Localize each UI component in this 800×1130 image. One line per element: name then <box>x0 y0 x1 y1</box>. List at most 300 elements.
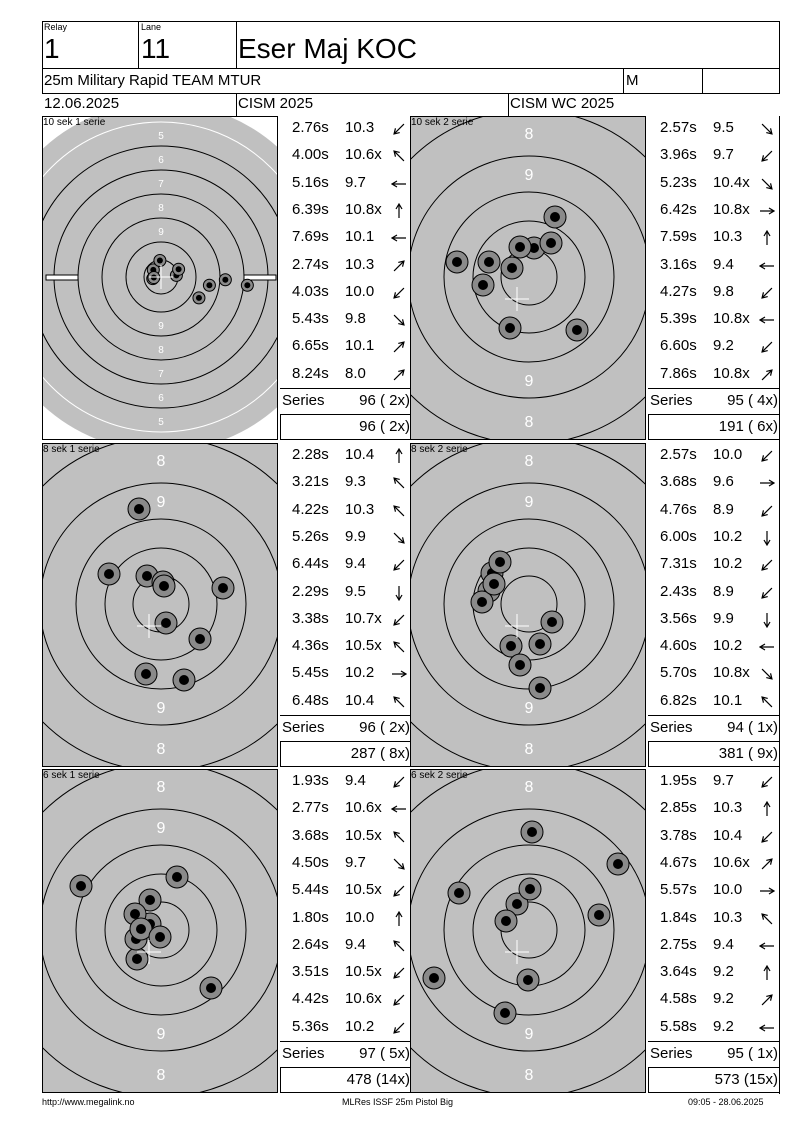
shot-time: 6.42s <box>660 200 697 218</box>
shot-time: 3.78s <box>660 826 697 844</box>
shot-time: 2.74s <box>292 255 329 273</box>
series-total: 95 ( 1x) <box>727 1045 778 1062</box>
relay-value: 1 <box>44 33 60 64</box>
divider <box>236 93 237 116</box>
arrow-sw-icon <box>391 285 407 301</box>
shot-row <box>660 963 778 985</box>
series-title: 10 sek 1 serie <box>43 117 106 128</box>
shot-time: 1.93s <box>292 772 329 789</box>
ring-label: 8 <box>524 1067 534 1084</box>
series-total-row <box>280 388 412 415</box>
arrow-w-icon <box>391 176 407 192</box>
shot-row <box>292 854 410 876</box>
ring-label: 7 <box>158 179 164 190</box>
shot-row <box>292 310 410 332</box>
arrow-se-icon <box>391 530 407 546</box>
target-panel <box>410 769 646 1093</box>
shot-row <box>292 528 410 550</box>
shot-hole <box>517 969 539 991</box>
ring-label: 9 <box>524 167 534 184</box>
target-panel <box>42 443 278 767</box>
shot-row <box>660 146 778 168</box>
shot-score: 10.1 <box>713 691 743 709</box>
shot-time: 2.29s <box>292 582 329 600</box>
shot-row <box>660 610 778 632</box>
arrow-sw-icon <box>391 992 407 1008</box>
shot-score: 9.5 <box>345 582 366 600</box>
shot-score: 10.2 <box>713 527 743 545</box>
shot-time: 3.38s <box>292 609 329 627</box>
shot-row <box>660 201 778 223</box>
shot-time: 4.50s <box>292 853 329 871</box>
shot-row <box>660 881 778 903</box>
series-total-row <box>648 715 780 742</box>
shot-time: 2.85s <box>660 799 697 817</box>
shot-row <box>292 283 410 305</box>
shot-hole <box>446 251 468 273</box>
ring-label: 6 <box>158 393 164 404</box>
shot-time: 4.58s <box>660 990 697 1008</box>
arrow-e-icon <box>759 203 775 219</box>
arrow-nw-icon <box>391 938 407 954</box>
shot-time: 2.28s <box>292 446 329 463</box>
shot-score: 9.6 <box>713 473 734 491</box>
divider <box>138 21 139 68</box>
arrow-se-icon <box>759 176 775 192</box>
divider <box>236 21 237 68</box>
shot-time: 2.76s <box>292 119 329 136</box>
shot-score: 10.0 <box>345 282 375 300</box>
shot-time: 6.44s <box>292 555 329 573</box>
shot-score: 10.4x <box>713 173 750 191</box>
shot-hole <box>126 948 148 970</box>
arrow-ne-icon <box>391 367 407 383</box>
shot-score: 9.8 <box>713 282 734 300</box>
series-total-row <box>648 1041 780 1068</box>
shot-time: 4.76s <box>660 500 697 518</box>
shot-hole <box>607 853 629 875</box>
shot-hole <box>212 577 234 599</box>
shot-time: 4.27s <box>660 282 697 300</box>
shot-time: 3.21s <box>292 473 329 491</box>
shot-score: 10.8x <box>345 200 382 218</box>
ring-label: 8 <box>524 453 534 470</box>
shot-hole <box>541 611 563 633</box>
shot-row <box>292 365 410 387</box>
shot-hole <box>193 292 205 304</box>
shot-hole <box>489 551 511 573</box>
cumulative-total: 573 (15x) <box>714 1071 778 1088</box>
shooter-name: Eser Maj KOC <box>238 33 417 64</box>
shot-score: 10.4 <box>345 446 375 463</box>
championship: CISM WC 2025 <box>510 95 615 112</box>
shot-row <box>660 555 778 577</box>
shot-time: 5.58s <box>660 1017 697 1035</box>
cumulative-total: 96 ( 2x) <box>359 418 410 435</box>
shot-row <box>292 881 410 903</box>
arrow-sw-icon <box>391 612 407 628</box>
shot-row <box>660 664 778 686</box>
ring-label: 8 <box>524 414 534 431</box>
ring-label: 5 <box>158 131 164 142</box>
shot-time: 8.24s <box>292 364 329 382</box>
shot-score: 10.5x <box>345 826 382 844</box>
shot-time: 2.57s <box>660 446 697 463</box>
shot-score: 9.7 <box>713 146 734 164</box>
shot-time: 2.57s <box>660 119 697 136</box>
series-total-row <box>648 388 780 415</box>
arrow-w-icon <box>391 230 407 246</box>
shot-time: 7.86s <box>660 364 697 382</box>
arrow-sw-icon <box>391 965 407 981</box>
shot-time: 3.68s <box>660 473 697 491</box>
shot-hole <box>154 255 166 267</box>
target-panel <box>42 116 278 440</box>
shot-score: 10.6x <box>345 990 382 1008</box>
shot-score: 10.3 <box>345 500 375 518</box>
ring-label: 8 <box>156 1067 166 1084</box>
arrow-n-icon <box>759 801 775 817</box>
target-face <box>43 770 278 1093</box>
shot-score: 10.0 <box>713 881 743 899</box>
shot-list <box>648 116 780 440</box>
target-face <box>411 117 646 440</box>
shot-row <box>292 990 410 1012</box>
arrow-w-icon <box>391 801 407 817</box>
shot-score: 9.8 <box>345 310 366 328</box>
shot-score: 10.3 <box>345 119 375 136</box>
ring-label: 5 <box>158 417 164 428</box>
series-total: 96 ( 2x) <box>359 719 410 736</box>
shot-time: 6.60s <box>660 337 697 355</box>
ring-label: 9 <box>524 494 534 511</box>
arrow-se-icon <box>391 312 407 328</box>
shot-time: 5.45s <box>292 664 329 682</box>
ring-label: 8 <box>156 453 166 470</box>
shot-time: 2.75s <box>660 935 697 953</box>
shot-hole <box>483 573 505 595</box>
series-label: Series <box>650 719 693 736</box>
shot-score: 10.8x <box>713 664 750 682</box>
divider <box>42 93 780 94</box>
shot-list <box>648 769 780 1093</box>
ring-label: 8 <box>524 741 534 758</box>
shot-score: 10.6x <box>345 146 382 164</box>
shot-score: 10.1 <box>345 228 375 246</box>
shot-hole <box>135 663 157 685</box>
shot-row <box>660 337 778 359</box>
series-total-row <box>280 1041 412 1068</box>
shot-score: 10.1 <box>345 337 375 355</box>
arrow-sw-icon <box>759 339 775 355</box>
series-label: Series <box>650 392 693 409</box>
series-label: Series <box>282 1045 325 1062</box>
shot-hole <box>155 612 177 634</box>
ring-label: 9 <box>156 820 166 837</box>
shot-list <box>280 443 412 767</box>
divider <box>42 68 780 69</box>
ring-label: 8 <box>156 741 166 758</box>
arrow-se-icon <box>391 856 407 872</box>
shot-row <box>660 637 778 659</box>
arrow-n-icon <box>759 230 775 246</box>
shot-hole <box>70 875 92 897</box>
arrow-w-icon <box>759 938 775 954</box>
target-panel <box>410 116 646 440</box>
shot-score: 9.4 <box>345 555 366 573</box>
shot-score: 9.7 <box>713 772 734 789</box>
shot-score: 10.3 <box>345 255 375 273</box>
arrow-nw-icon <box>391 475 407 491</box>
shot-row <box>660 799 778 821</box>
series-label: Series <box>282 392 325 409</box>
shot-time: 5.57s <box>660 881 697 899</box>
date: 12.06.2025 <box>44 95 120 112</box>
shot-row <box>292 501 410 523</box>
shot-row <box>292 827 410 849</box>
shot-score: 9.7 <box>345 853 366 871</box>
arrow-w-icon <box>759 1020 775 1036</box>
series-title: 8 sek 1 serie <box>43 444 100 455</box>
ring-label: 8 <box>524 126 534 143</box>
shot-hole <box>540 232 562 254</box>
shot-row <box>660 365 778 387</box>
shot-hole <box>149 926 171 948</box>
shot-time: 5.16s <box>292 173 329 191</box>
relay-label: Relay <box>44 22 68 32</box>
shot-score: 10.8x <box>713 310 750 328</box>
ring-label: 6 <box>158 155 164 166</box>
shot-hole <box>173 669 195 691</box>
ring-label: 8 <box>524 779 534 796</box>
shot-score: 10.0 <box>345 908 375 926</box>
shot-hole <box>519 878 541 900</box>
arrow-se-icon <box>759 121 775 137</box>
arrow-w-icon <box>759 312 775 328</box>
ring-label: 9 <box>156 1026 166 1043</box>
arrow-ne-icon <box>391 258 407 274</box>
shot-row <box>660 174 778 196</box>
ring-label: 9 <box>524 1026 534 1043</box>
shot-score: 9.3 <box>345 473 366 491</box>
ring-label: 8 <box>156 779 166 796</box>
shot-score: 10.4 <box>713 826 743 844</box>
shot-row <box>292 473 410 495</box>
shot-score: 10.3 <box>713 228 743 246</box>
shot-row <box>660 119 778 141</box>
arrow-sw-icon <box>391 557 407 573</box>
series-label: Series <box>282 719 325 736</box>
event-name: 25m Military Rapid TEAM MTUR <box>44 72 262 89</box>
shot-hole <box>529 633 551 655</box>
shot-row <box>660 990 778 1012</box>
series-total: 97 ( 5x) <box>359 1045 410 1062</box>
shot-hole <box>529 677 551 699</box>
shot-row <box>292 664 410 686</box>
shot-hole <box>128 498 150 520</box>
shot-time: 7.59s <box>660 228 697 246</box>
shot-hole <box>200 977 222 999</box>
shot-row <box>292 637 410 659</box>
shot-time: 1.84s <box>660 908 697 926</box>
shot-time: 6.00s <box>660 527 697 545</box>
ring-label: 8 <box>158 203 164 214</box>
shot-time: 6.82s <box>660 691 697 709</box>
shot-row <box>292 963 410 985</box>
shot-score: 8.9 <box>713 582 734 600</box>
arrow-e-icon <box>759 883 775 899</box>
shot-score: 9.9 <box>713 609 734 627</box>
target-panel <box>42 769 278 1093</box>
shot-row <box>660 854 778 876</box>
cumulative-total: 191 ( 6x) <box>718 418 778 435</box>
series-title: 6 sek 2 serie <box>411 770 468 781</box>
shot-score: 10.6x <box>345 799 382 817</box>
ring-label: 8 <box>158 345 164 356</box>
shot-hole <box>241 279 253 291</box>
arrow-ne-icon <box>759 367 775 383</box>
shot-hole <box>495 910 517 932</box>
shot-score: 10.6x <box>713 853 750 871</box>
target-panel <box>410 443 646 767</box>
shot-hole <box>509 236 531 258</box>
divider <box>623 68 624 93</box>
shot-row <box>660 583 778 605</box>
shot-score: 9.7 <box>345 173 366 191</box>
divider <box>508 93 509 116</box>
shot-row <box>292 446 410 468</box>
shot-hole <box>173 263 185 275</box>
shot-score: 10.3 <box>713 799 743 817</box>
series-total-row <box>280 715 412 742</box>
shot-hole <box>521 821 543 843</box>
shot-score: 10.2 <box>713 555 743 573</box>
arrow-se-icon <box>759 666 775 682</box>
shot-row <box>660 1018 778 1040</box>
shot-time: 5.23s <box>660 173 697 191</box>
shot-hole <box>423 967 445 989</box>
shot-time: 1.80s <box>292 908 329 926</box>
shot-time: 2.77s <box>292 799 329 817</box>
shot-hole <box>219 274 231 286</box>
arrow-sw-icon <box>759 585 775 601</box>
arrow-ne-icon <box>391 339 407 355</box>
shot-time: 3.56s <box>660 609 697 627</box>
shot-score: 10.2 <box>345 664 375 682</box>
footer-url[interactable]: http://www.megalink.no <box>42 1097 135 1107</box>
arrow-nw-icon <box>391 829 407 845</box>
shot-row <box>292 1018 410 1040</box>
shot-row <box>292 174 410 196</box>
arrow-n-icon <box>391 911 407 927</box>
cumulative-total-row <box>648 415 780 440</box>
arrow-s-icon <box>391 585 407 601</box>
ring-label: 7 <box>158 369 164 380</box>
ring-label: 9 <box>158 321 164 332</box>
arrow-sw-icon <box>759 285 775 301</box>
arrow-sw-icon <box>391 1020 407 1036</box>
series-title: 10 sek 2 serie <box>411 117 474 128</box>
series-total: 95 ( 4x) <box>727 392 778 409</box>
shot-score: 10.8x <box>713 364 750 382</box>
arrow-e-icon <box>759 475 775 491</box>
shot-row <box>660 936 778 958</box>
target-face <box>43 444 278 767</box>
shot-score: 9.4 <box>345 935 366 953</box>
shot-score: 9.4 <box>713 255 734 273</box>
shot-score: 9.2 <box>713 337 734 355</box>
shot-row <box>292 228 410 250</box>
shot-score: 9.4 <box>345 772 366 789</box>
divider <box>779 116 780 1094</box>
shot-score: 10.2 <box>713 637 743 655</box>
shot-time: 3.16s <box>660 255 697 273</box>
shot-time: 3.51s <box>292 963 329 981</box>
shot-row <box>660 528 778 550</box>
arrow-sw-icon <box>759 448 775 464</box>
shot-row <box>660 501 778 523</box>
shot-time: 4.22s <box>292 500 329 518</box>
target-face <box>43 117 278 440</box>
series-title: 8 sek 2 serie <box>411 444 468 455</box>
arrow-n-icon <box>391 203 407 219</box>
ring-label: 9 <box>156 700 166 717</box>
shot-time: 3.96s <box>660 146 697 164</box>
shot-row <box>292 337 410 359</box>
arrow-sw-icon <box>759 829 775 845</box>
shot-time: 2.43s <box>660 582 697 600</box>
shot-hole <box>189 628 211 650</box>
lane-label: Lane <box>141 22 162 32</box>
shot-time: 4.36s <box>292 637 329 655</box>
shot-row <box>660 827 778 849</box>
shot-score: 10.5x <box>345 881 382 899</box>
shot-time: 2.64s <box>292 935 329 953</box>
shot-hole <box>148 272 160 284</box>
shot-score: 10.4 <box>345 691 375 709</box>
shot-list <box>280 116 412 440</box>
shot-row <box>292 692 410 714</box>
ring-label: 9 <box>524 700 534 717</box>
shot-score: 8.9 <box>713 500 734 518</box>
shot-hole <box>544 206 566 228</box>
shot-score: 9.4 <box>713 935 734 953</box>
arrow-s-icon <box>759 612 775 628</box>
cumulative-total-row <box>648 1068 780 1093</box>
series-total: 94 ( 1x) <box>727 719 778 736</box>
series-label: Series <box>650 1045 693 1062</box>
arrow-nw-icon <box>391 503 407 519</box>
arrow-sw-icon <box>759 503 775 519</box>
shot-score: 9.2 <box>713 990 734 1008</box>
shot-row <box>660 310 778 332</box>
series-total: 96 ( 2x) <box>359 392 410 409</box>
shot-row <box>292 799 410 821</box>
footer-software: MLRes ISSF 25m Pistol Big <box>342 1097 454 1107</box>
shot-time: 5.36s <box>292 1017 329 1035</box>
footer-timestamp: 09:05 - 28.06.2025 <box>688 1097 764 1107</box>
shot-list <box>648 443 780 767</box>
shot-score: 9.2 <box>713 1017 734 1035</box>
shot-hole <box>472 274 494 296</box>
shot-row <box>660 256 778 278</box>
arrow-ne-icon <box>759 856 775 872</box>
shot-time: 6.48s <box>292 691 329 709</box>
shot-time: 5.26s <box>292 527 329 545</box>
shot-time: 4.00s <box>292 146 329 164</box>
arrow-sw-icon <box>391 883 407 899</box>
arrow-e-icon <box>391 666 407 682</box>
